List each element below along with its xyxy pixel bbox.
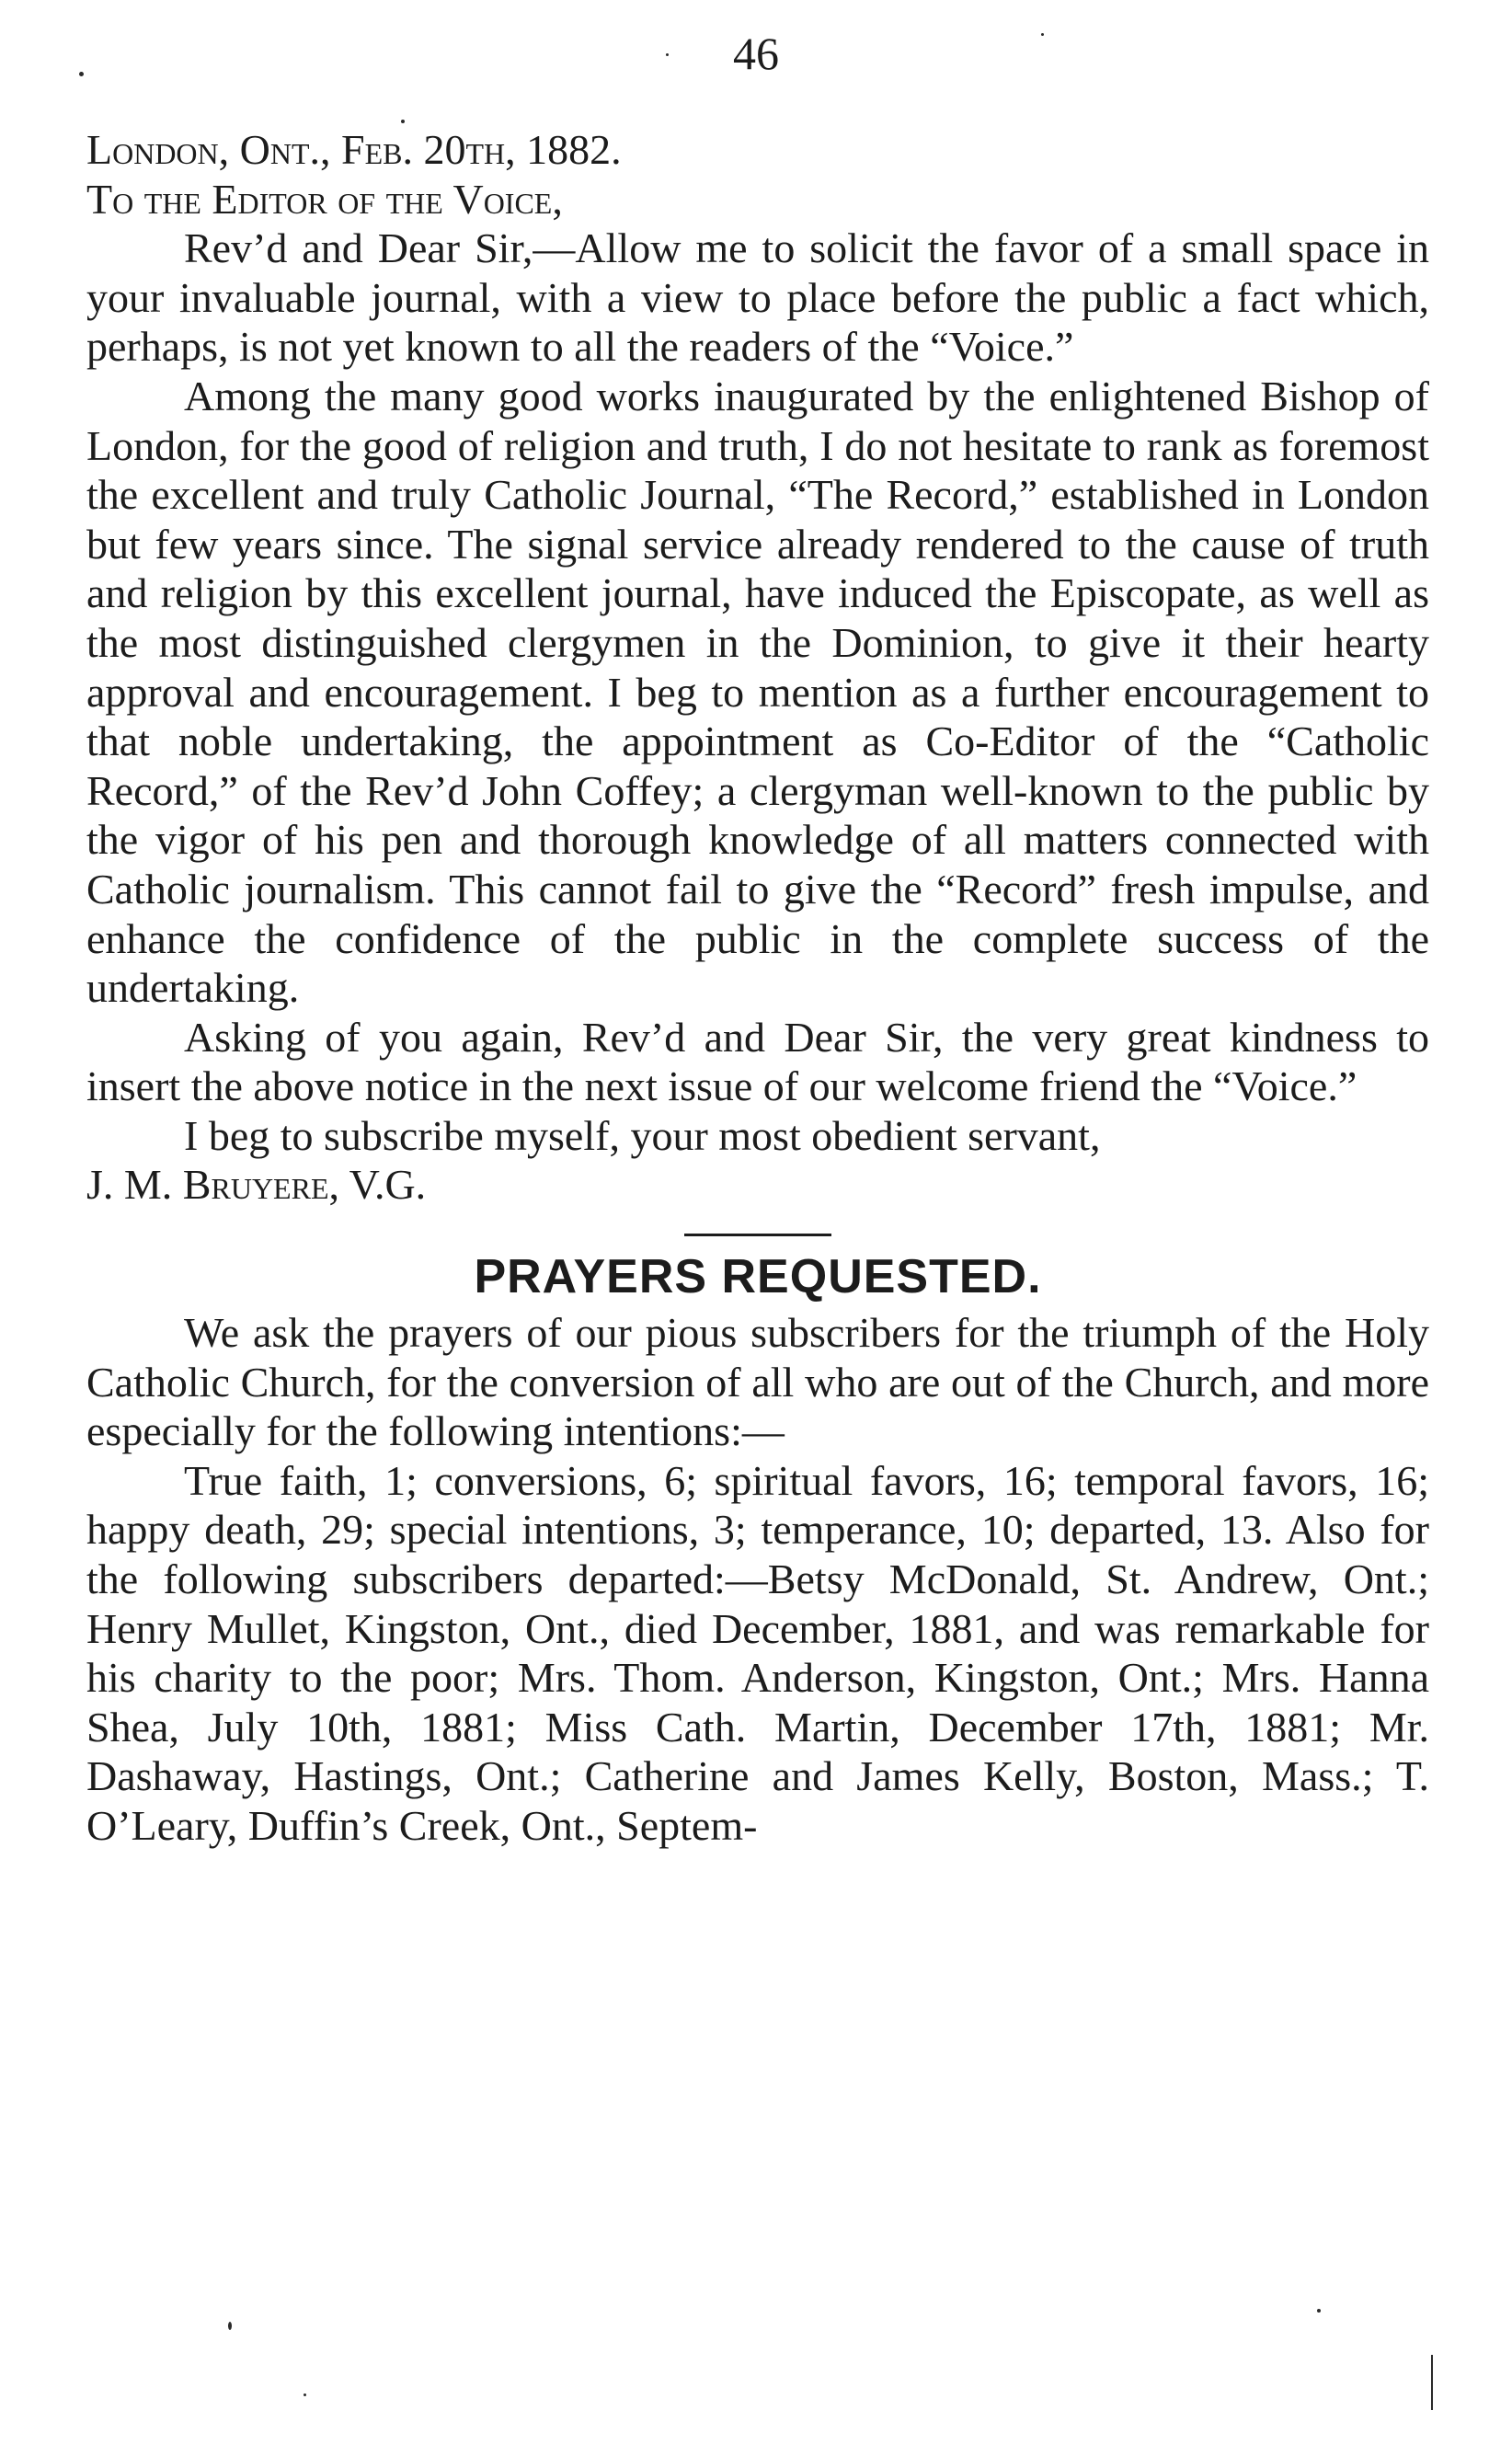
text-column: [86, 125, 1429, 1851]
letter-closing: I beg to subscribe myself, your most obedient servant,: [184, 1111, 1101, 1159]
scan-speck: [79, 72, 84, 76]
page-number: 46: [733, 28, 779, 79]
section-heading: PRAYERS REQUESTED.: [474, 1250, 1042, 1304]
letter-paragraph-3: Asking of you again, Rev’d and Dear Sir, the very great kindness to insert the above notice in the next issue of our welcome friend the “Voice.”: [86, 1013, 1429, 1110]
letter-signature: J. M. Bruyere, V.G.: [86, 1161, 427, 1209]
scan-speck: [1431, 2355, 1433, 2410]
letter-paragraph-1: Rev’d and Dear Sir,—Allow me to solicit the favor of a small space in your invaluable journal, with a view to place before the public a fact which, perhaps, is not yet known to all the readers of the “Voice.”: [86, 224, 1429, 371]
section-divider: [684, 1234, 831, 1236]
prayers-intro: We ask the prayers of our pious subscribers for the triumph of the Holy Catholic Church, for the conversion of all who are out of the Church, and more especially for the following intentions:—: [86, 1309, 1429, 1455]
scan-speck: [1317, 2309, 1321, 2313]
scan-speck: [228, 2322, 232, 2330]
scan-speck: [1041, 33, 1044, 36]
scan-speck: [304, 2393, 306, 2396]
prayers-body: True faith, 1; conversions, 6; spiritual favors, 16; temporal favors, 16; happy death, 29; special intentions, 3; temperance, 10; departed, 13. Also for the following subscribers departed:—Betsy McDonald, St. Andrew, Ont.; Henry Mullet, Kingston, Ont., died December, 1881, and was remarkable for his charity to the poor; Mrs. Thom. Anderson, Kingston, Ont.; Mrs. Hanna Shea, July 10th, 1881; Miss Cath. Martin, December 17th, 1881; Mr. Dashaway, Hastings, Ont.; Catherine and James Kelly, Boston, Mass.; T. O’Leary, Duffin’s Creek, Ont., Septem-: [86, 1456, 1429, 1849]
letter-salutation: To the Editor of the Voice,: [86, 175, 563, 223]
scan-speck: [401, 120, 405, 123]
scan-speck: [666, 53, 669, 56]
letter-paragraph-2: Among the many good works inaugurated by the enlightened Bishop of London, for the good of religion and truth, I do not hesitate to rank as foremost the excellent and truly Catholic Journal, “The Record,” established in London but few years since. The signal service already rendered to the cause of truth and religion by this excellent journal, have induced the Episcopate, as well as the most distinguished clergymen in the Dominion, to give it their hearty approval and encouragement. I beg to mention as a further encouragement to that noble undertaking, the appointment as Co-Editor of the “Catholic Record,” of the Rev’d John Coffey; a clergyman well-known to the public by the vigor of his pen and thorough knowledge of all matters connected with Catholic journalism. This cannot fail to give the “Record” fresh impulse, and enhance the confidence of the public in the complete success of the undertaking.: [86, 372, 1429, 1012]
letter-dateline: London, Ont., Feb. 20th, 1882.: [86, 126, 622, 173]
